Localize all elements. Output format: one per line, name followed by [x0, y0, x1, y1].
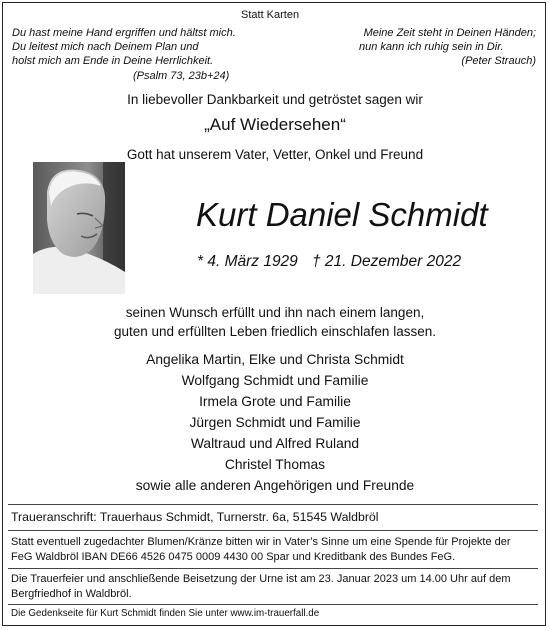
divider [8, 504, 538, 505]
portrait-photo [33, 162, 125, 294]
mourner-line: Jürgen Schmidt und Familie [189, 415, 361, 430]
donation-line-2: FeG Waldbröl IBAN DE66 4526 0475 0009 4430 00 Spar und Kreditbank des Bundes FeG. [11, 551, 456, 563]
mourner-line: Irmela Grote und Familie [199, 394, 351, 409]
divider [8, 604, 538, 605]
mourner-line: Christel Thomas [224, 457, 326, 472]
intro-text: In liebevoller Dankbarkeit und getröstet sagen wir [127, 92, 423, 107]
mourning-address: Traueranschrift: Trauerhaus Schmidt, Turnerstr. 6a, 51545 Waldbröl [11, 510, 379, 524]
divider [8, 530, 538, 531]
mourner-line: sowie alle anderen Angehörigen und Freunde [135, 478, 415, 493]
mourner-line: Waltraud und Alfred Ruland [190, 436, 360, 451]
verse-right-line-2: nun kann ich ruhig sein in Dir. [359, 41, 504, 53]
verse-right-line-1: Meine Zeit steht in Deinen Händen; [363, 27, 536, 39]
wish-line-2: guten und erfüllten Leben friedlich einschlafen lassen. [114, 324, 436, 339]
mourner-line: Wolfgang Schmidt und Familie [181, 373, 369, 388]
verse-left-line-1: Du hast meine Hand ergriffen und hältst mich. [12, 27, 236, 39]
mourner-line: Angelika Martin, Elke und Christa Schmidt [146, 352, 404, 367]
verse-left-line-2: Du leitest mich nach Deinem Plan und [12, 41, 199, 53]
verse-left-line-3: holst mich am Ende in Deine Herrlichkeit. [12, 55, 214, 67]
ceremony-line-2: Bergfriedhof in Waldbröl. [11, 588, 132, 600]
divider [8, 568, 538, 569]
relation-text: Gott hat unserem Vater, Vetter, Onkel und Freund [126, 147, 424, 162]
donation-line-1: Statt eventuell zugedachter Blumen/Kränze bitten wir in Vater’s Sinne um eine Spende für Projekte der [11, 536, 511, 548]
wish-line-1: seinen Wunsch erfüllt und ihn nach einem langen, [125, 305, 425, 320]
death-date: † 21. Dezember 2022 [312, 253, 462, 270]
birth-date: * 4. März 1929 [197, 253, 298, 270]
ceremony-line-1: Die Trauerfeier und anschließende Beisetzung der Urne ist am 23. Januar 2023 um 14.00 Uhr auf dem [11, 573, 511, 585]
statt-karten-label: Statt Karten [241, 9, 300, 21]
deceased-name: Kurt Daniel Schmidt [196, 196, 488, 233]
portrait-image [33, 162, 125, 294]
memorial-page-text: Die Gedenkseite für Kurt Schmidt finden Sie unter www.im-trauerfall.de [11, 608, 320, 619]
farewell-heading: „Auf Wiedersehen“ [204, 115, 346, 134]
verse-right-source: (Peter Strauch) [461, 55, 536, 67]
verse-left-source: (Psalm 73, 23b+24) [133, 70, 230, 82]
